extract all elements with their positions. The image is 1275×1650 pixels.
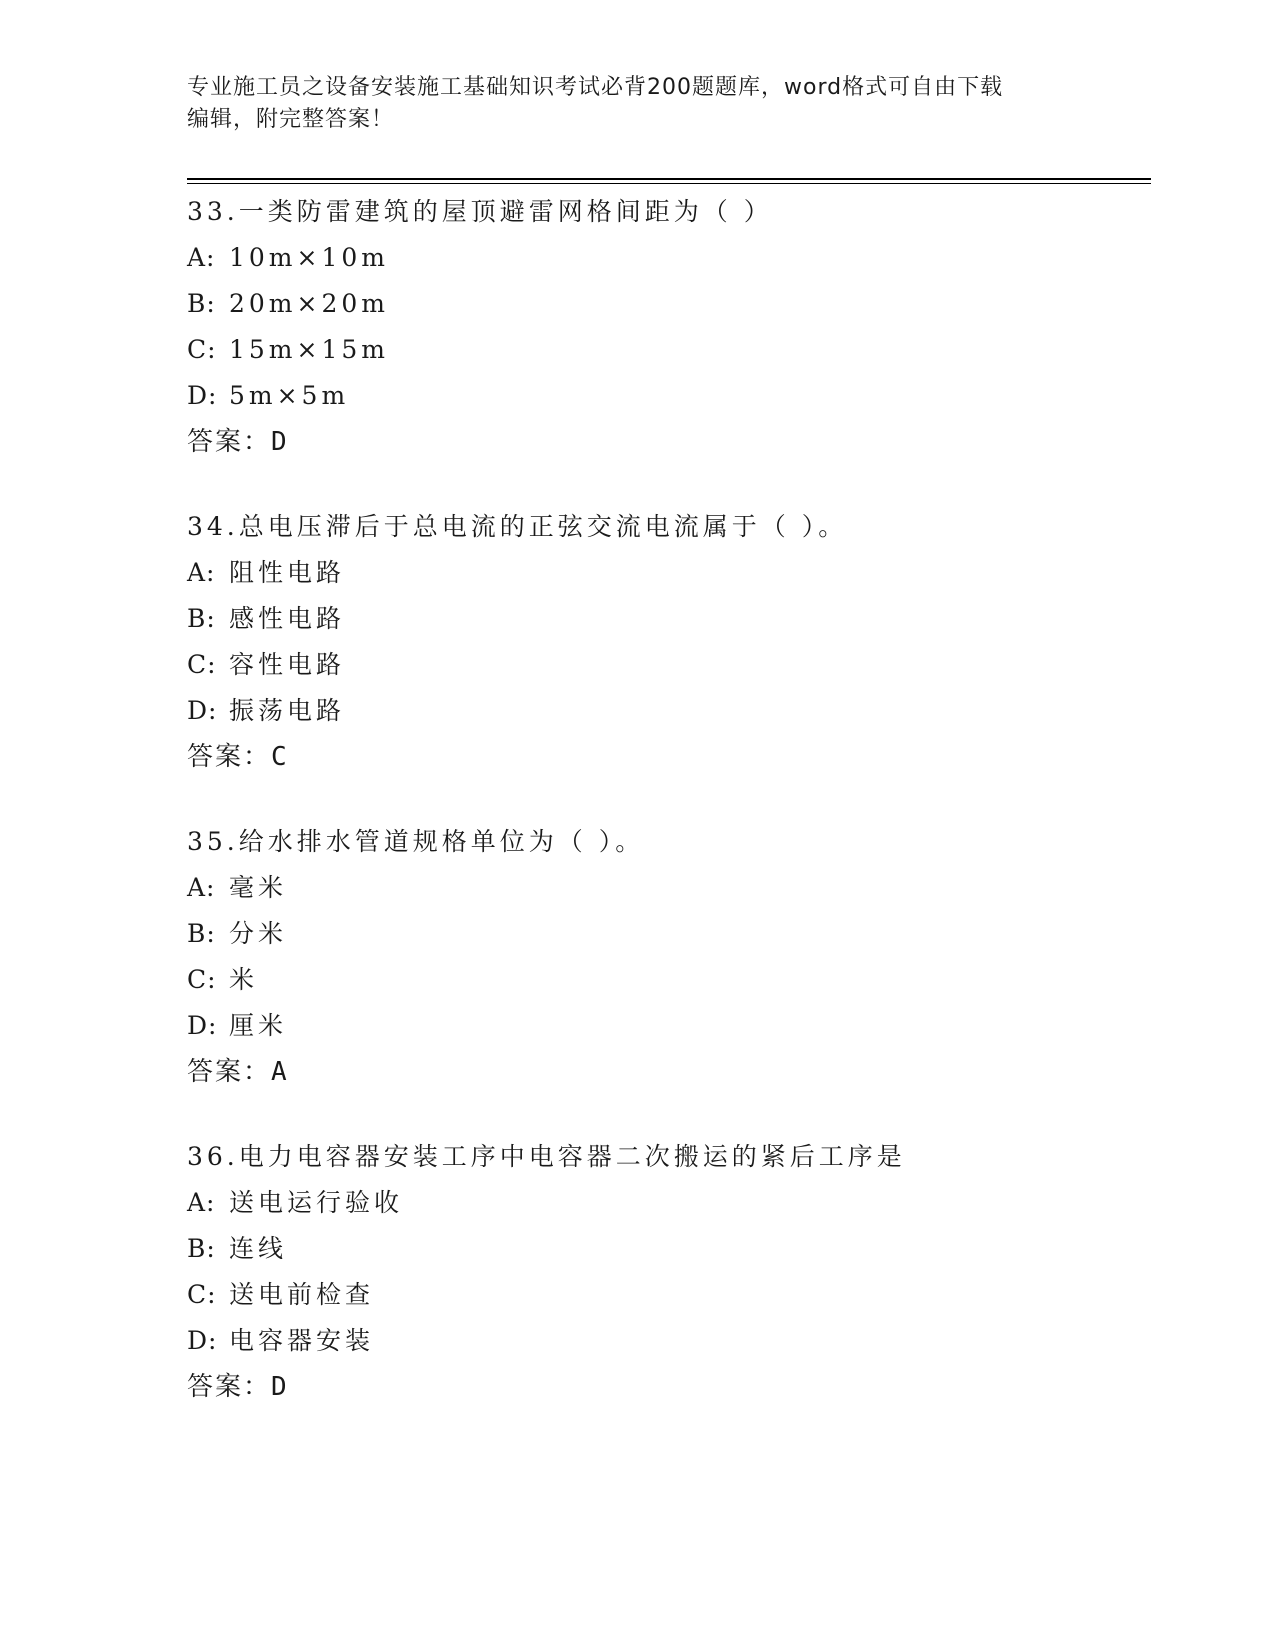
- answer-label: 答案：: [187, 1057, 272, 1087]
- option-text: 阻性电路: [229, 558, 346, 587]
- answer-label: 答案：: [187, 427, 272, 457]
- option-key: B:: [187, 289, 216, 318]
- option-text: 感性电路: [229, 604, 346, 633]
- option-key: B:: [187, 1234, 216, 1263]
- header-line-1: 专业施工员之设备安装施工基础知识考试必背200题题库，word格式可自由下载: [187, 75, 1004, 100]
- option-a: [187, 1180, 1151, 1226]
- document-header: [187, 72, 1087, 136]
- question-35: [187, 819, 1151, 1095]
- option-c: [187, 1272, 1151, 1318]
- option-text: 米: [229, 965, 259, 994]
- question-34: [187, 504, 1151, 780]
- option-key: C:: [187, 1280, 217, 1309]
- question-stem: 34.总电压滞后于总电流的正弦交流电流属于（ ）。: [187, 512, 848, 541]
- option-text: 毫米: [229, 873, 288, 902]
- option-d: [187, 688, 1151, 734]
- option-key: B:: [187, 919, 216, 948]
- answer-line: [187, 734, 1151, 780]
- option-text: 厘米: [229, 1011, 288, 1040]
- option-a: [187, 235, 1151, 281]
- answer-value: D: [271, 1372, 287, 1402]
- option-key: D:: [187, 381, 218, 410]
- option-text: 容性电路: [229, 650, 346, 679]
- option-text: 5m×5m: [229, 381, 350, 410]
- question-list: [187, 189, 1151, 1449]
- option-key: D:: [187, 1011, 218, 1040]
- answer-line: [187, 1049, 1151, 1095]
- option-b: [187, 1226, 1151, 1272]
- option-text: 送电前检查: [229, 1280, 375, 1309]
- option-c: [187, 327, 1151, 373]
- option-text: 送电运行验收: [229, 1188, 404, 1217]
- header-divider-thick: [187, 178, 1151, 180]
- option-key: A:: [187, 873, 216, 902]
- option-d: [187, 1318, 1151, 1364]
- option-a: [187, 550, 1151, 596]
- option-text: 15m×15m: [229, 335, 389, 364]
- answer-line: [187, 1364, 1151, 1410]
- option-text: 20m×20m: [229, 289, 389, 318]
- header-divider-thin: [187, 183, 1151, 184]
- question-stem: 36.电力电容器安装工序中电容器二次搬运的紧后工序是: [187, 1142, 906, 1171]
- answer-value: D: [271, 427, 287, 457]
- question-36: [187, 1134, 1151, 1410]
- option-key: A:: [187, 1188, 216, 1217]
- option-b: [187, 911, 1151, 957]
- option-key: D:: [187, 696, 218, 725]
- option-a: [187, 865, 1151, 911]
- header-line-2: 编辑，附完整答案！: [187, 107, 395, 132]
- question-stem: 35.给水排水管道规格单位为（ ）。: [187, 827, 645, 856]
- answer-value: A: [271, 1057, 287, 1087]
- option-text: 振荡电路: [229, 696, 346, 725]
- answer-line: [187, 419, 1151, 465]
- question-33: [187, 189, 1151, 465]
- option-c: [187, 642, 1151, 688]
- option-text: 电容器安装: [229, 1326, 375, 1355]
- answer-label: 答案：: [187, 742, 272, 772]
- option-text: 分米: [229, 919, 288, 948]
- option-key: A:: [187, 243, 216, 272]
- question-stem: 33.一类防雷建筑的屋顶避雷网格间距为（ ）: [187, 197, 773, 226]
- answer-value: C: [271, 742, 287, 772]
- option-key: D:: [187, 1326, 218, 1355]
- option-b: [187, 281, 1151, 327]
- option-key: A:: [187, 558, 216, 587]
- option-c: [187, 957, 1151, 1003]
- answer-label: 答案：: [187, 1372, 272, 1402]
- option-b: [187, 596, 1151, 642]
- option-d: [187, 1003, 1151, 1049]
- option-d: [187, 373, 1151, 419]
- option-key: B:: [187, 604, 216, 633]
- option-text: 连线: [229, 1234, 288, 1263]
- option-key: C:: [187, 335, 217, 364]
- option-key: C:: [187, 650, 217, 679]
- option-text: 10m×10m: [229, 243, 389, 272]
- option-key: C:: [187, 965, 217, 994]
